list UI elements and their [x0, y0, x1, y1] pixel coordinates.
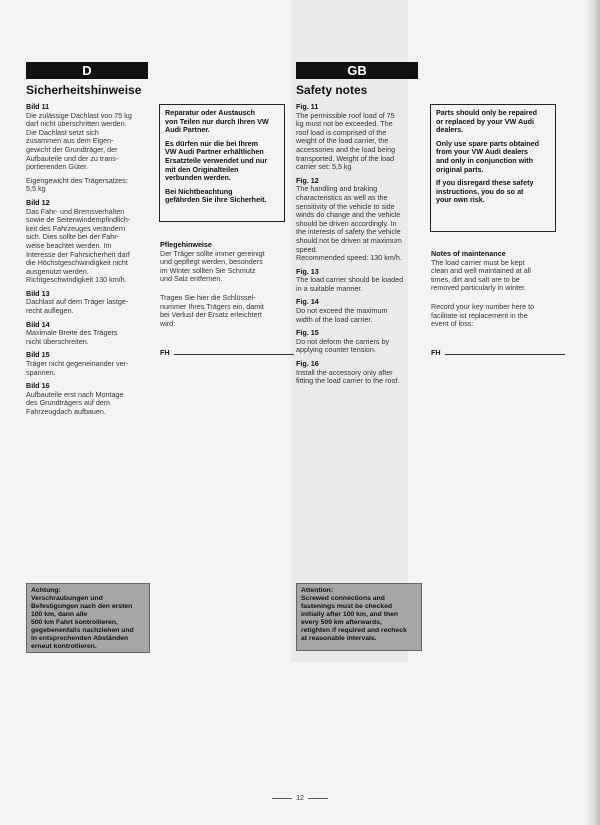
gb-care-heading: Notes of maintenance: [431, 249, 506, 258]
de-key-text: Tragen Sie hier die Schlüssel- nummer Ihres Trägers ein, damit bei Verlust der Ersatz erleichtert wird:: [160, 292, 264, 328]
de-item-text: Aufbauteile erst nach Montage des Grundträgers auf dem Fahrzeugdach aufbauen.: [26, 389, 124, 416]
gb-box-text: Parts should only be repaired or replaced by your VW Audi dealers.: [436, 108, 538, 135]
de-care-section: [160, 241, 286, 328]
gb-key-number-field: [431, 348, 565, 357]
de-item-text: Eigengewicht des Trägersatzes: 5,5 kg: [26, 175, 128, 194]
de-item-heading: Bild 14: [26, 319, 50, 329]
page-number-dash: [308, 798, 328, 799]
page-edge-shadow: [586, 0, 600, 825]
gb-item-text: Do not deform the carriers by applying counter tension.: [296, 336, 390, 355]
de-items-column: [26, 103, 154, 417]
page-number-dash: [272, 798, 292, 799]
de-item-text: Maximale Breite des Trägers nicht überschreiten.: [26, 328, 118, 346]
de-box-text: Bei Nichtbeachtung gefährden Sie ihre Sicherheit.: [165, 186, 267, 205]
gb-item-heading: Fig. 15: [296, 328, 319, 338]
de-important-box: [159, 104, 285, 222]
de-key-number-field: [160, 348, 294, 357]
de-item-heading: Bild 15: [26, 350, 50, 360]
gb-box-text: Only use spare parts obtained from your VW Audi dealers and only in conjunction with original parts.: [436, 138, 540, 174]
de-box-text: Reparatur oder Austausch von Teilen nur durch Ihren VW Audi Partner.: [165, 108, 269, 135]
de-item-heading: Bild 11: [26, 102, 50, 111]
gb-item-text: The permissible roof load of 75 kg must not be exceeded. The roof load is comprised of the weight of the load carrier, the accessories and the load being transported. Weight of the load carrier set: 5,5 kg: [296, 110, 396, 172]
de-item-heading: Bild 13: [26, 288, 50, 298]
de-box-text: Es dürfen nur die bei Ihrem VW Audi Partner erhältlichen Ersatzteile verwendet und nur mit den Originalteilen verbunden werden.: [165, 138, 268, 183]
language-tag-de: D: [26, 62, 148, 79]
de-item-heading: Bild 16: [26, 381, 50, 391]
gb-item-heading: Fig. 12: [296, 175, 319, 185]
de-care-text: Der Träger sollte immer gereinigt und gepflegt werden, besonders im Winter sollten Sie Schmutz und Salz entfernen.: [160, 248, 265, 284]
gb-box-text: If you disregard these safety instructions, you do so at your own risk.: [436, 178, 534, 205]
de-fh-line: [174, 348, 294, 355]
page-number: [0, 795, 600, 802]
section-title-gb: Safety notes: [296, 83, 368, 97]
gb-item-heading: Fig. 14: [296, 297, 319, 307]
gb-care-section: [431, 250, 559, 329]
gb-item-heading: Fig. 16: [296, 359, 319, 369]
gb-items-column: [296, 103, 424, 386]
language-tag-gb: GB: [296, 62, 418, 79]
gb-fh-line: [445, 348, 565, 355]
gb-fh-label: FH: [431, 348, 441, 357]
gb-attention-text: Attention: Screwed connections and fastenings must be checked initially after 100 km, and then every 500 km afterwards, retighten if required and recheck at reasonable intervals.: [301, 587, 407, 642]
gb-important-box: [430, 104, 556, 232]
gb-item-text: The load carrier should be loaded in a suitable manner.: [296, 275, 404, 293]
de-fh-label: FH: [160, 348, 170, 357]
gb-item-text: Install the accessory only after fitting the load carrier to the roof.: [296, 367, 400, 386]
de-attention-box: [26, 583, 150, 653]
gb-care-text: The load carrier must be kept clean and well maintained at all times, dirt and salt are to be removed particularly in winter.: [431, 257, 531, 293]
section-title-de: Sicherheitshinweise: [26, 83, 142, 97]
gb-key-text: Record your key number here to facilitate ist replacement in the event of loss:: [431, 301, 535, 329]
de-item-text: Die zulässige Dachlast von 75 kg darf nicht überschritten werden. Die Dachlast setzt sich zusammen aus dem Eigen- gewicht der Grundträger, der Aufbauteile und der zu trans- portierenden Güter.: [26, 110, 132, 172]
de-item-text: Dachlast auf dem Träger lastge- recht auflegen.: [26, 297, 129, 316]
de-item-text: Träger nicht gegeneinander ver- spannen.: [26, 359, 129, 377]
gb-attention-box: [296, 583, 422, 651]
de-care-heading: Pflegehinweise: [160, 240, 212, 249]
de-item-heading: Bild 12: [26, 197, 50, 207]
de-attention-text: Achtung: Verschraubungen und Befestigungen nach den ersten 100 km, dann alle 500 km Fahrt kontrollieren, gegebenenfalls nachziehen und in entsprechenden Abständen erneut kontrollieren.: [31, 587, 134, 650]
gb-item-text: The handling and braking characteristics as well as the sensitivity of the vehicle to side winds do change and the vehicle should be driven accordingly. In the interests of safety the vehicle should not be driven at maximum speed. Recommended speed: 130 km/h.: [296, 184, 402, 263]
gb-item-heading: Fig. 13: [296, 266, 319, 276]
gb-item-heading: Fig. 11: [296, 102, 319, 111]
page-number-text: 12: [296, 795, 304, 802]
gb-item-text: Do not exceed the maximum width of the load carrier.: [296, 306, 388, 324]
de-item-text: Das Fahr- und Bremsverhalten sowie de Seitenwindempfindlich- keit des Fahrzeuges verändern sich. Dies sollte bei der Fahr- weise beachtet werden. Im Interesse der Fahrsicherheit darf die Höchstgeschwindigkeit nicht ausgenutzt werden. Richtgeschwindigkeit 130 km/h.: [26, 206, 131, 285]
